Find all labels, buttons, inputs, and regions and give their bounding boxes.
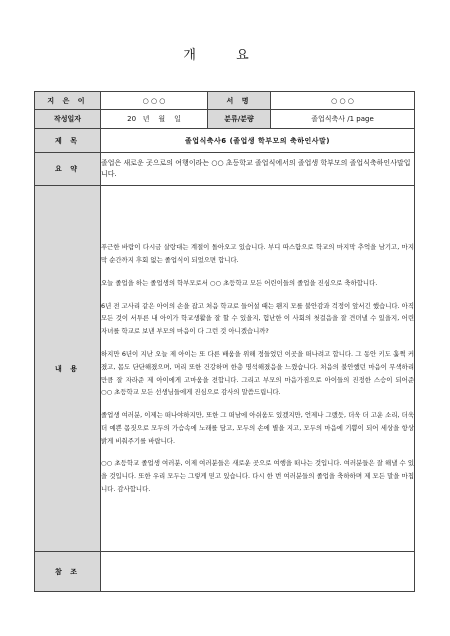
summary-row bbox=[35, 153, 415, 186]
content-paragraph: ○○ 초등학교 졸업생 여러분, 이제 여러분들은 새로운 곳으로 여행을 떠나는 것입니다. 여러분들은 잘 해낼 수 있을 것입니다. 또한 우리 모두는 그렇게 믿고 있습니다. 다시 한 번 여러분들의 졸업을 축하하며 제 모든 말을 마칩니다. 감사합니다. bbox=[101, 459, 414, 494]
page-title: 개 요 bbox=[183, 48, 267, 63]
content-label: 내 용 bbox=[35, 186, 101, 552]
date-row bbox=[35, 110, 415, 129]
subject-label: 제 목 bbox=[35, 129, 101, 153]
reference-row bbox=[35, 552, 415, 592]
content-paragraph: 6년 전 고사리 같은 아이의 손을 잡고 처음 학교로 들어설 때는 왠지 모를 불안감과 걱정이 앞서긴 했습니다. 아직 모든 것이 서투른 내 아이가 학교생활을 잘 할 수 있을지, 험난한 이 사회의 첫걸음을 잘 견뎌낼 수 있을지, 어린 자녀를 학교로 보낸 부모의 마음이 다 그런 것 아니겠습니까? bbox=[101, 301, 414, 336]
summary-label: 요 약 bbox=[35, 153, 101, 186]
summary-value: 졸업은 새로운 곳으로의 여행이라는 ○○ 초등학교 졸업식에서의 졸업생 학부모의 졸업식축하인사말입니다. bbox=[101, 153, 415, 186]
signature-label: 서 명 bbox=[208, 92, 271, 110]
content-paragraph: 푸근한 바람이 다시금 살랑대는 계절이 돌아오고 있습니다. 부디 따스함으로 학교의 마지막 추억을 남기고, 마지막 순간까지 후회 없는 졸업식이 되었으면 합니다. bbox=[101, 243, 414, 264]
content-row bbox=[35, 186, 415, 552]
subject-value: 졸업식축사6 (졸업생 학부모의 축하인사말) bbox=[101, 129, 415, 153]
author-label: 지 은 이 bbox=[35, 92, 101, 110]
author-row bbox=[35, 92, 415, 110]
category-label: 분류/분량 bbox=[208, 110, 271, 129]
content-body bbox=[101, 186, 415, 552]
date-label: 작성일자 bbox=[35, 110, 101, 129]
category-value: 졸업식축사 /1 page bbox=[271, 110, 415, 129]
content-paragraph: 오늘 졸업을 하는 졸업생의 학부모로서 ○○ 초등학교 모든 어린이들의 졸업을 진심으로 축하합니다. bbox=[101, 278, 378, 287]
content-paragraph: 졸업생 여러분, 이제는 떠나야하지만, 또한 그 떠남에 아쉬움도 있겠지만, 언제나 그랬듯, 더욱 더 고운 소리, 더욱 더 예쁜 몸짓으로 모두의 가슴속에 노래를 담고, 모두의 손에 별을 지고, 모두의 마음에 기쁨이 되어 세상을 항상 밝게 비춰주기를 바랍니다. bbox=[101, 411, 414, 445]
subject-row bbox=[35, 129, 415, 153]
signature-value: ○ ○ ○ bbox=[271, 92, 415, 110]
reference-value bbox=[101, 552, 415, 592]
content-paragraph: 하지만 6년이 지난 오늘 제 아이는 또 다른 배움을 위해 정들었던 이곳을 떠나려고 합니다. 그 동안 키도 훌쩍 커졌고, 몸도 단단해졌으며, 머리 또한 건강하며 한층 명석해졌음을 느꼈습니다. 처음의 불안했던 마음이 무색하리만큼 잘 자라준 제 아이에게 고마움을 전합니다. 그리고 부모의 마음가짐으로 아이들의 진정한 스승이 되어준 ○○ 초등학교 모든 선생님들에게 진심으로 감사의 말씀드립니다. bbox=[101, 349, 414, 397]
date-value: 20 년 월 일 bbox=[101, 110, 208, 129]
summary-form-table bbox=[34, 91, 415, 592]
reference-label: 참 조 bbox=[35, 552, 101, 592]
author-value: ○ ○ ○ bbox=[101, 92, 208, 110]
